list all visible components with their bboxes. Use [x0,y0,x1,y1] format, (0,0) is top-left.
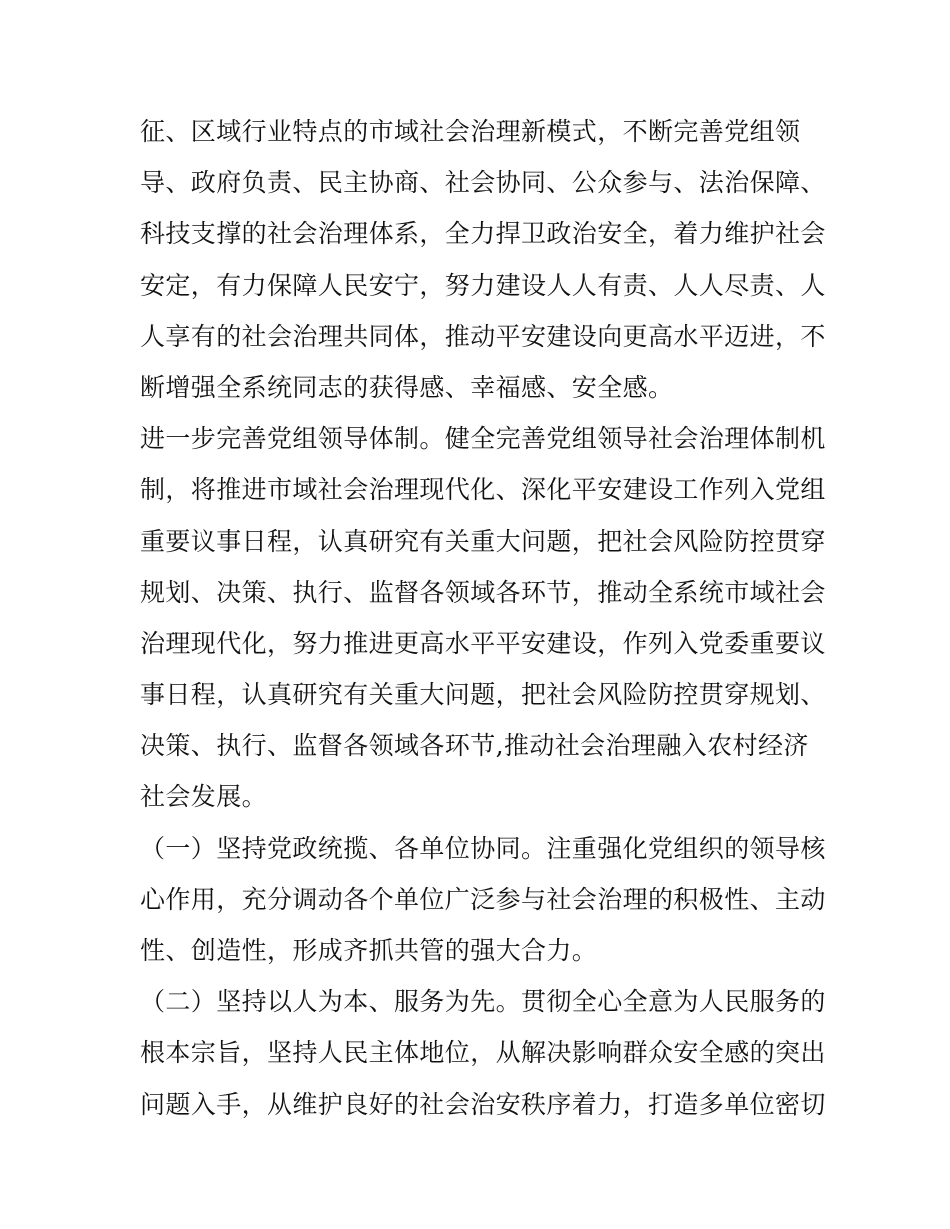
text-line: 人享有的社会治理共同体，推动平安建设向更高水平迈进，不 [140,321,826,351]
body-text [140,106,826,1130]
text-line: 治理现代化，努力推进更高水平平安建设，作列入党委重要议 [140,628,826,658]
text-line: 重要议事日程，认真研究有关重大问题，把社会风险防控贯穿 [140,526,826,556]
text-line: 断增强全系统同志的获得感、幸福感、安全感。 [140,372,674,402]
text-line: 科技支撑的社会治理体系，全力捍卫政治安全，着力维护社会 [140,219,826,249]
text-line: 征、区域行业特点的市域社会治理新模式，不断完善党组领 [140,117,801,146]
text-line: 事日程，认真研究有关重大问题，把社会风险防控贯穿规划、 [140,680,826,710]
text-line: 性、创造性，形成齐抓共管的强大合力。 [140,936,598,965]
text-line: 根本宗旨，坚持人民主体地位，从解决影响群众安全感的突出 [140,1038,826,1068]
paragraph-heading-line: 进一步完善党组领导体制。健全完善党组领导社会治理体制机 [140,424,826,454]
list-item-1-line: （一）坚持党政统揽、各单位协同。注重强化党组织的领导核 [140,833,826,863]
text-line: 规划、决策、执行、监督各领域各环节，推动全系统市域社会 [140,577,826,607]
text-line: 社会发展。 [140,782,268,812]
list-item-2-line: （二）坚持以人为本、服务为先。贯彻全心全意为人民服务的 [140,987,826,1017]
text-line: 问题入手，从维护良好的社会治安秩序着力，打造多单位密切 [140,1089,826,1119]
text-line: 导、政府负责、民主协商、社会协同、公众参与、法治保障、 [140,168,826,198]
text-line: 制，将推进市域社会治理现代化、深化平安建设工作列入党组 [140,475,826,505]
text-line: 决策、执行、监督各领域各环节,推动社会治理融入农村经济 [140,731,809,761]
text-line: 心作用，充分调动各个单位广泛参与社会治理的积极性、主动 [140,884,826,914]
text-line: 安定，有力保障人民安宁，努力建设人人有责、人人尽责、人 [140,270,826,300]
